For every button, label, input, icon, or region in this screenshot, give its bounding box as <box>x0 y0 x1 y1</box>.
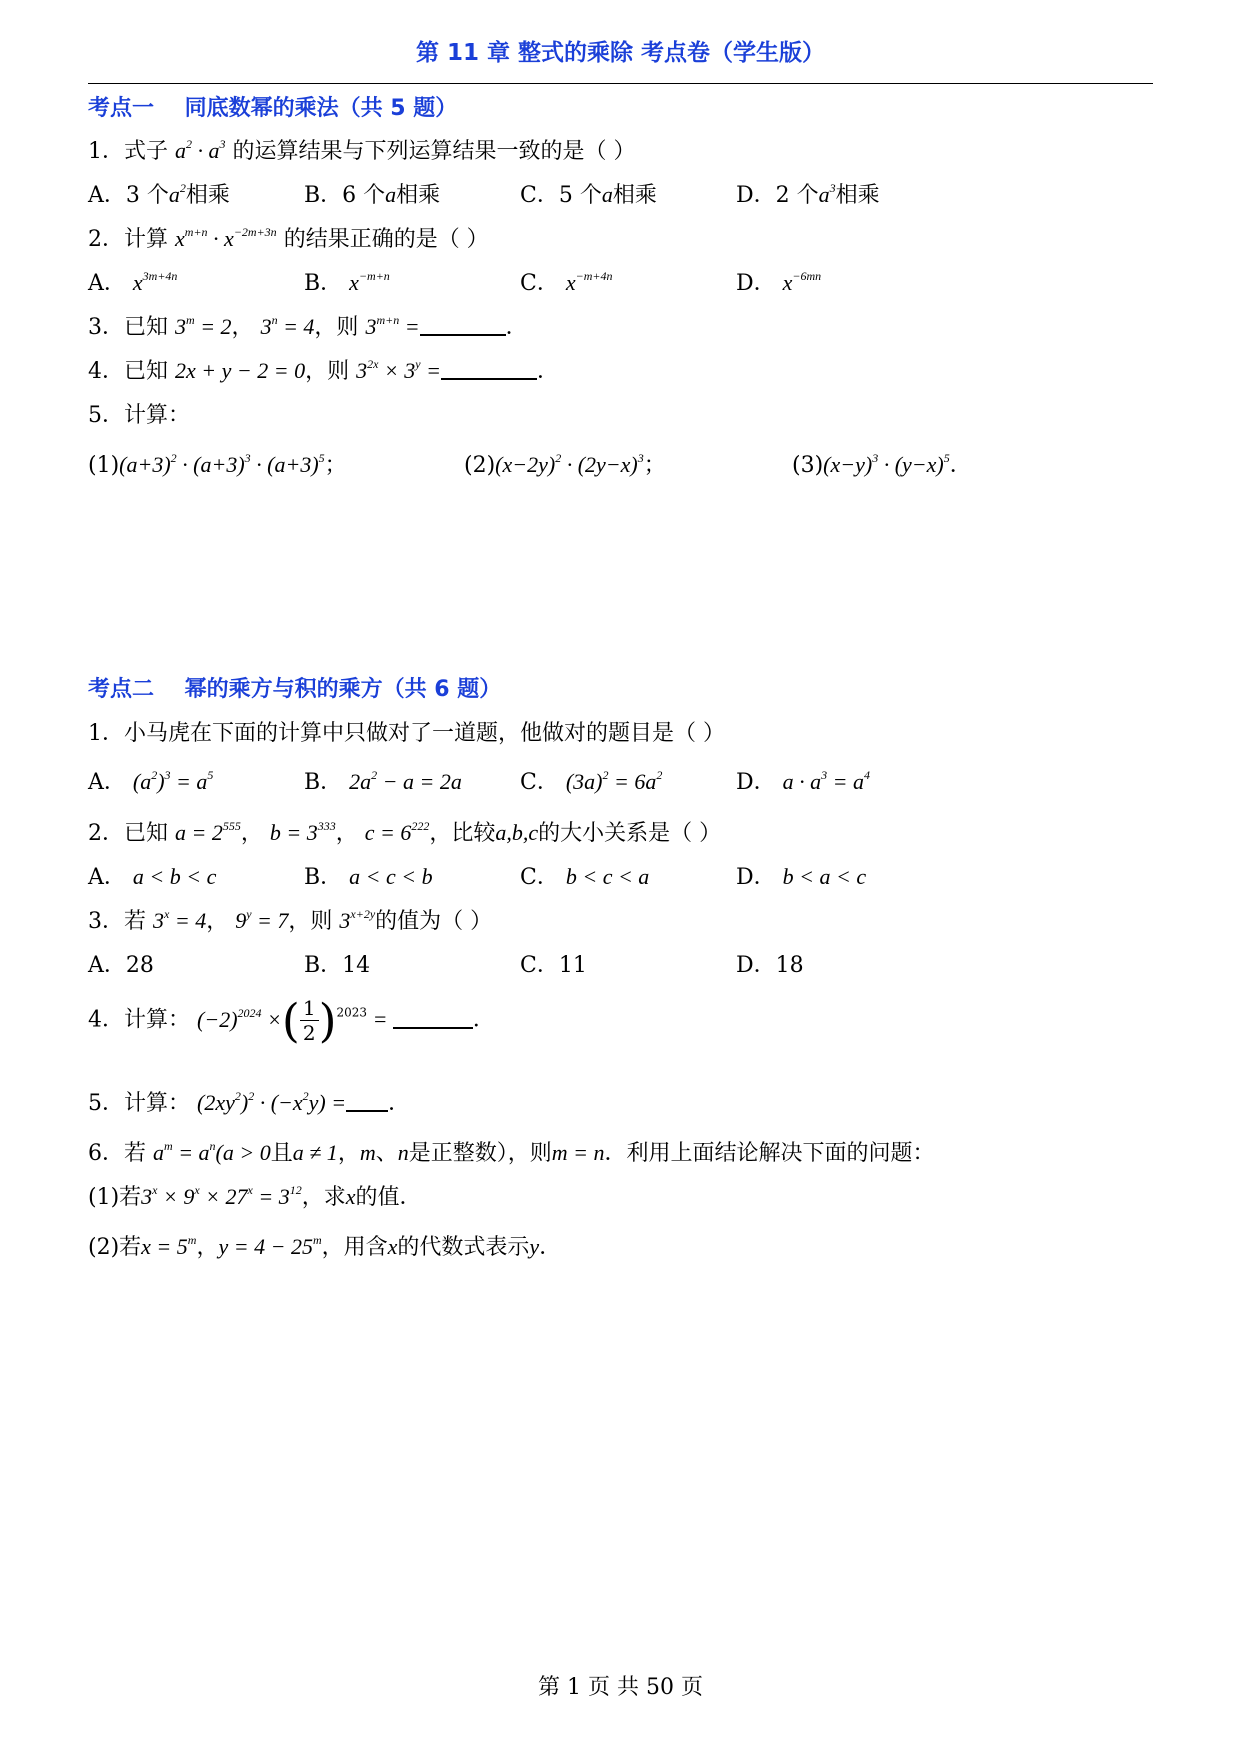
section-heading-2: 考点二 幂的乘方与积的乘方（共 6 题） <box>88 677 502 702</box>
answer-blank[interactable] <box>420 314 506 336</box>
s2-q4: 4．计算： $(-2)^{2024}$ ×( $\frac{1}{2}$ )$^{2023}$ = ． <box>88 993 495 1048</box>
header-divider <box>88 83 1153 84</box>
s2-q1: 1．小马虎在下面的计算中只做对了一道题，他做对的题目是（ ） <box>88 721 725 746</box>
s2-q6-part1: (1)若$3^x \times 9^x \times 27^x = 3^{12}$，求x的值． <box>88 1183 422 1210</box>
answer-blank[interactable] <box>393 1007 473 1029</box>
page-footer: 第 1 页 共 50 页 <box>538 1675 703 1700</box>
s1-q5: 5．计算： <box>88 403 191 428</box>
s1-q2: 2．计算 $x^{m+n} \cdot x^{-2m+3n}$ 的结果正确的是（ ） <box>88 225 489 252</box>
s2-q6: 6．若 $a^m = a^n(a > 0$且a ≠ 1，m、n是正整数），则m = n．利用上面结论解决下面的问题： <box>88 1139 935 1166</box>
s2-q2: 2．已知 $a = 2^{555}$， $b = 3^{333}$， $c = 6^{222}$，比较a,b,c的大小关系是（ ） <box>88 819 722 846</box>
s2-q5: 5．计算： $(2xy^2)^2 \cdot (-x^2y)$ = ． <box>88 1089 411 1116</box>
s1-q3: 3．已知 $3^m = 2$， $3^n = 4$，则 $3^{m+n}$ = ． <box>88 313 528 340</box>
s2-q3: 3．若 $3^x = 4$， $9^y = 7$，则 $3^{x+2y}$的值为（ ） <box>88 907 493 934</box>
s1-q1: 1．式子 $a^2 \cdot a^3$ 的运算结果与下列运算结果一致的是（ ） <box>88 137 636 164</box>
answer-blank[interactable] <box>346 1090 388 1112</box>
s2-q6-part2: (2)若$x = 5^m$，$y = 4 - 25^m$，用含x的代数式表示y． <box>88 1233 562 1260</box>
answer-blank[interactable] <box>441 358 537 380</box>
section-heading-1: 考点一 同底数幂的乘法（共 5 题） <box>88 96 458 121</box>
s1-q4: 4．已知 2x + y − 2 = 0，则 $3^{2x} \times 3^y$ = ． <box>88 357 559 384</box>
page-title: 第 11 章 整式的乘除 考点卷（学生版） <box>415 40 826 66</box>
